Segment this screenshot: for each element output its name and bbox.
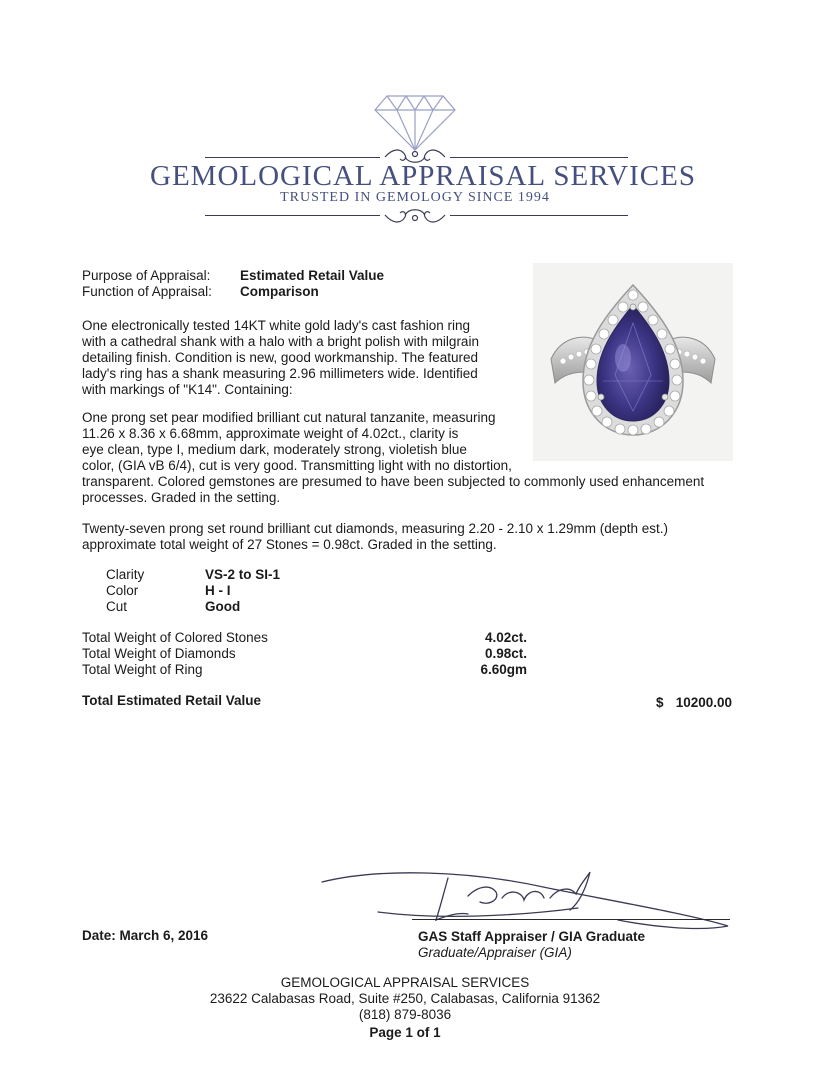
center-stone-line: eye clean, type I, medium dark, moderately strong, violetish blue <box>82 442 467 457</box>
scroll-ornament-bottom-icon <box>383 204 447 226</box>
appraisal-date: Date: March 6, 2016 <box>82 928 209 943</box>
center-stone-line: One prong set pear modified brilliant cut natural tanzanite, measuring <box>82 410 496 425</box>
grade-label-cut: Cut <box>106 599 128 614</box>
description-line: detailing finish. Condition is new, good workmanship. The featured <box>82 350 478 365</box>
function-label: Function of Appraisal: <box>82 284 212 299</box>
center-stone-description <box>82 410 704 506</box>
description-line: lady's ring has a shank measuring 2.96 millimeters wide. Identified <box>82 366 478 381</box>
purpose-label: Purpose of Appraisal: <box>82 268 211 283</box>
total-value-colored-stones: 4.02ct. <box>484 630 527 645</box>
grade-label-clarity: Clarity <box>106 567 145 582</box>
company-title: GEMOLOGICAL APPRAISAL SERVICES <box>150 160 696 192</box>
footer-address: 23622 Calabasas Road, Suite #250, Calabasas, California 91362 <box>209 991 601 1006</box>
diamonds-description <box>82 521 668 553</box>
description-line: with markings of "K14". Containing: <box>82 382 293 397</box>
description-line: with a cathedral shank with a halo with a bright polish with milgrain <box>82 334 479 349</box>
footer-company: GEMOLOGICAL APPRAISAL SERVICES <box>280 975 530 990</box>
header-rule-top-left <box>205 157 380 158</box>
diamonds-line: Twenty-seven prong set round brilliant cut diamonds, measuring 2.20 - 2.10 x 1.29mm (depth est.) <box>82 521 669 536</box>
diamonds-line: approximate total weight of 27 Stones = 0.98ct. Graded in the setting. <box>82 537 497 552</box>
total-value-diamonds: 0.98ct. <box>484 646 527 661</box>
retail-value-label: Total Estimated Retail Value <box>82 693 262 708</box>
grade-label-color: Color <box>106 583 139 598</box>
total-value-ring: 6.60gm <box>480 662 527 677</box>
center-stone-line: 11.26 x 8.36 x 6.68mm, approximate weight of 4.02ct., clarity is <box>82 426 459 441</box>
footer-phone: (818) 879-8036 <box>358 1007 452 1022</box>
center-stone-line: color, (GIA vB 6/4), cut is very good. Transmitting light with no distortion, <box>82 458 512 473</box>
description-line: One electronically tested 14KT white gold lady's cast fashion ring <box>82 318 471 333</box>
header-rule-bottom-right <box>450 215 628 216</box>
header-rule-top-right <box>450 157 628 158</box>
purpose-value: Estimated Retail Value <box>240 268 385 283</box>
grade-value-clarity: VS-2 to SI-1 <box>205 567 281 582</box>
appraiser-subtitle: Graduate/Appraiser (GIA) <box>418 945 572 960</box>
total-label-colored-stones: Total Weight of Colored Stones <box>82 630 268 645</box>
header-rule-bottom-left <box>205 215 380 216</box>
retail-currency: $ <box>656 695 664 710</box>
retail-value: 10200.00 <box>675 695 732 710</box>
company-tagline: TRUSTED IN GEMOLOGY SINCE 1994 <box>280 190 550 205</box>
center-stone-line: transparent. Colored gemstones are presumed to have been subjected to commonly used enhancement <box>82 474 705 489</box>
footer <box>150 975 660 1041</box>
total-label-diamonds: Total Weight of Diamonds <box>82 646 236 661</box>
grade-value-cut: Good <box>205 599 241 614</box>
center-stone-line: processes. Graded in the setting. <box>82 490 281 505</box>
page-number: Page 1 of 1 <box>369 1025 441 1040</box>
grade-value-color: H - I <box>205 583 231 598</box>
diamond-logo-icon <box>373 92 457 152</box>
total-label-ring: Total Weight of Ring <box>82 662 203 677</box>
appraiser-title: GAS Staff Appraiser / GIA Graduate <box>418 929 646 944</box>
signature-line <box>412 919 730 920</box>
function-value: Comparison <box>240 284 319 299</box>
ring-description <box>82 318 479 398</box>
